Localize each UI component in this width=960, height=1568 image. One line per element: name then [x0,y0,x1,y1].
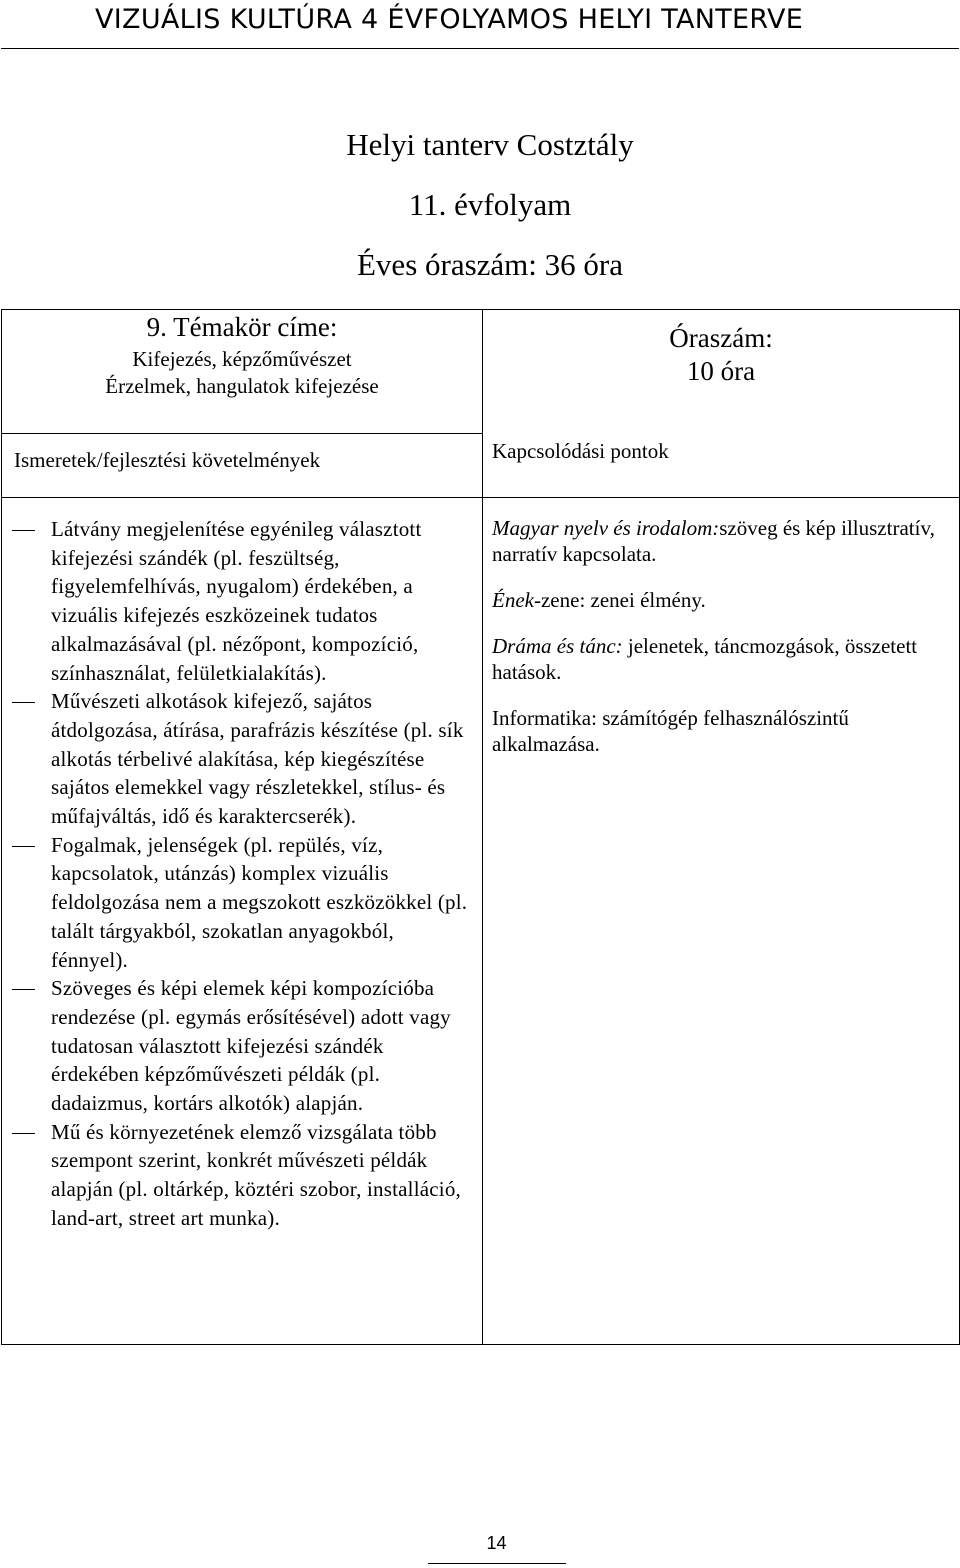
column-header-links: Kapcsolódási pontok [492,439,669,463]
dash-bullet-icon [12,702,35,703]
link-item: Dráma és tánc: jelenetek, táncmozgások, összetett hatások. [492,634,918,684]
requirements-list [2,498,482,1233]
column-header-requirements: Ismeretek/fejlesztési követelmények [14,448,321,472]
topic-table [1,309,960,1345]
grade-title: 11. évfolyam [408,187,572,222]
dash-bullet-icon [12,989,35,990]
list-item: Művészeti alkotások kifejező, sajátos átdolgozása, átírása, parafrázis készítése (pl. sík alkotás térbelivé alakítása, kép kiegészítése sajátos elemekkel vagy részletekkel, stílus- és műfajváltás, idő és karaktercserék). [2,687,482,831]
link-item: Magyar nyelv és irodalom:szöveg és kép illusztratív, narratív kapcsolata. [492,516,935,566]
topic-title: 9. Témakör címe: [146,312,338,342]
list-item: Mű és környezetének elemző vizsgálata több szempont szerint, konkrét művészeti példák alapján (pl. oltárkép, köztéri szobor, installáció, land-art, street art munka). [2,1118,482,1233]
topic-cell [2,310,483,434]
topic-subtitle-1: Kifejezés, képzőművészet [132,347,352,371]
hours-cell [483,310,960,498]
running-header [1,0,959,49]
document-title: Helyi tanterv Costztály [346,127,634,162]
topic-subtitle-2: Érzelmek, hangulatok kifejezése [105,374,379,398]
hours-value: 10 óra [686,356,756,386]
hours-label: Óraszám: [669,323,773,353]
link-item: Ének-zene: zenei élmény. [492,588,706,612]
list-item: Látvány megjelenítése egyénileg választott kifejezési szándék (pl. feszültség, figyelemfelhívás, nyugalom) érdekében, a vizuális kifejezés eszközeinek tudatos alkalmazásával (pl. nézőpont, kompozíció, színhasználat, felületkialakítás). [2,515,482,687]
page-number: 14 [486,1533,507,1553]
list-item: Fogalmak, jelenségek (pl. repülés, víz, kapcsolatok, utánzás) komplex vizuális feldolgozása nem a megszokott eszközökkel (pl. talált tárgyakból, szokatlan anyagokból, fénnyel). [2,831,482,975]
requirements-cell [2,498,483,1345]
dash-bullet-icon [12,1133,35,1134]
dash-bullet-icon [12,530,35,531]
column-header-cell-left [2,434,483,498]
links-list [483,498,959,757]
list-item: Szöveges és képi elemek képi kompozícióba rendezése (pl. egymás erősítésével) adott vagy tudatosan választott kifejezési szándék érdekében képzőművészeti példák (pl. dadaizmus, kortárs alkotók) alapján. [2,974,482,1118]
link-item: Informatika: számítógép felhasználószintű alkalmazása. [492,706,849,756]
page-number-rule [428,1563,566,1564]
annual-hours-title: Éves óraszám: 36 óra [357,247,623,282]
links-cell [483,498,960,1345]
dash-bullet-icon [12,846,35,847]
header-title: VIZUÁLIS KULTÚRA 4 ÉVFOLYAMOS HELYI TANTERVE [95,4,804,35]
